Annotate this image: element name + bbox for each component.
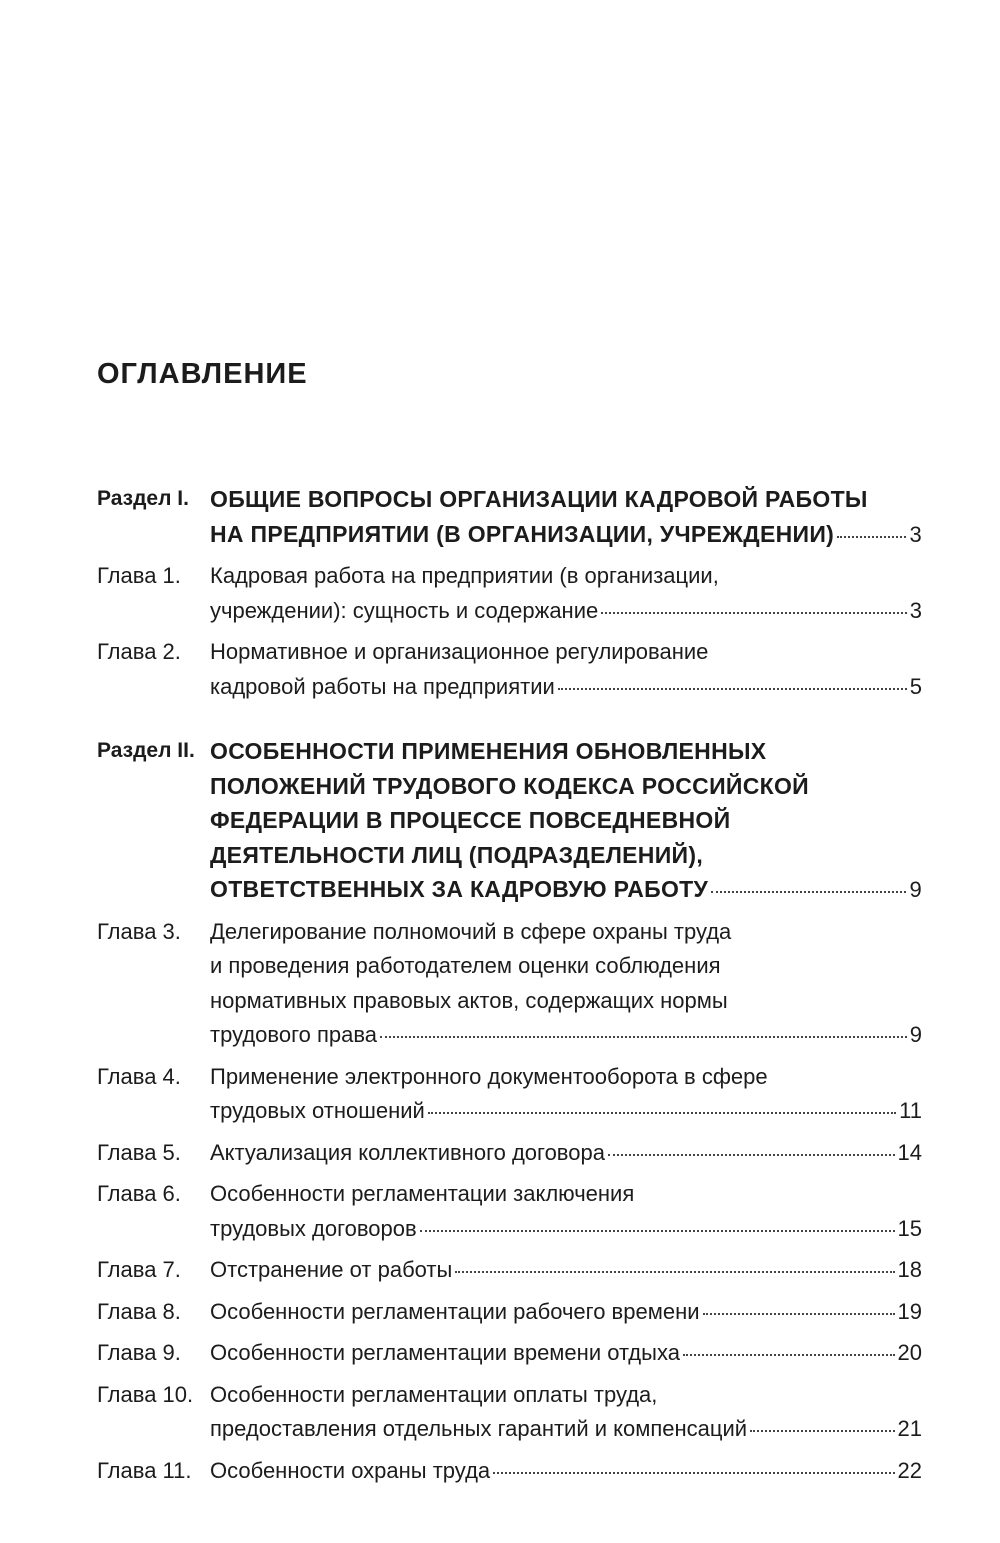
entry-title-line: Особенности охраны труда (210, 1457, 491, 1483)
entry-title-line: ДЕЯТЕЛЬНОСТИ ЛИЦ (ПОДРАЗДЕЛЕНИЙ), (210, 841, 704, 868)
page-number: 18 (897, 1257, 922, 1282)
dot-leader (493, 1472, 894, 1474)
toc-chapter-entry (97, 1336, 922, 1371)
entry-title-line: НА ПРЕДПРИЯТИИ (В ОРГАНИЗАЦИИ, УЧРЕЖДЕНИИ) (210, 520, 835, 547)
entry-title-line: трудовых договоров (210, 1215, 417, 1241)
toc-section-entry (97, 482, 922, 552)
entry-title-line: ПОЛОЖЕНИЙ ТРУДОВОГО КОДЕКСА РОССИЙСКОЙ (210, 772, 810, 799)
entry-title-line: ОСОБЕННОСТИ ПРИМЕНЕНИЯ ОБНОВЛЕННЫХ (210, 738, 767, 764)
page-number: 9 (909, 1022, 922, 1047)
entry-title-line: Отстранение от работы (210, 1257, 453, 1282)
toc-chapter-entry (97, 1060, 922, 1129)
page-number: 21 (897, 1416, 922, 1441)
page-number: 5 (909, 673, 922, 699)
entry-label: Глава 6. (97, 1181, 181, 1206)
entry-label: Глава 11. (97, 1457, 192, 1483)
page-number: 19 (897, 1298, 922, 1324)
page-number: 11 (899, 1098, 922, 1123)
dot-leader (455, 1271, 894, 1273)
toc-chapter-entry (97, 635, 922, 704)
entry-label: Глава 5. (97, 1139, 181, 1165)
entry-label: Раздел I. (97, 487, 189, 510)
entry-label: Глава 2. (97, 639, 181, 664)
entry-label: Глава 9. (97, 1340, 181, 1365)
dot-leader (837, 536, 906, 538)
entry-title-line: и проведения работодателем оценки соблюдения (210, 953, 721, 978)
entry-label: Глава 1. (97, 563, 181, 588)
entry-title-line: нормативных правовых актов, содержащих нормы (210, 987, 728, 1013)
entry-title-line: ФЕДЕРАЦИИ В ПРОЦЕССЕ ПОВСЕДНЕВНОЙ (210, 807, 731, 833)
dot-leader (601, 612, 907, 614)
entry-label: Глава 10. (97, 1381, 194, 1407)
entry-title-line: Особенности регламентации заключения (210, 1181, 635, 1206)
dot-leader (428, 1112, 896, 1114)
toc-chapter-entry (97, 1454, 922, 1489)
entry-label: Глава 8. (97, 1298, 181, 1324)
dot-leader (703, 1313, 895, 1315)
page-number: 20 (897, 1340, 922, 1365)
entry-title-line: Кадровая работа на предприятии (в организации, (210, 563, 719, 588)
entry-title-line: ОТВЕТСТВЕННЫХ ЗА КАДРОВУЮ РАБОТУ (210, 876, 709, 902)
entry-label: Глава 3. (97, 918, 181, 944)
entry-title-line: ОБЩИЕ ВОПРОСЫ ОРГАНИЗАЦИИ КАДРОВОЙ РАБОТЫ (210, 486, 868, 512)
page-number: 14 (897, 1139, 922, 1165)
dot-leader (683, 1354, 895, 1356)
entry-title-line: Особенности регламентации оплаты труда, (210, 1381, 658, 1407)
toc-chapter-entry (97, 1136, 922, 1171)
page-number: 3 (909, 597, 922, 623)
entry-title-line: Нормативное и организационное регулирование (210, 639, 709, 664)
dot-leader (608, 1154, 895, 1156)
dot-leader (420, 1230, 895, 1232)
entry-title-line: Применение электронного документооборота в сфере (210, 1063, 768, 1089)
dot-leader (711, 891, 906, 893)
toc-chapter-entry (97, 1295, 922, 1330)
page-number: 3 (909, 521, 922, 547)
entry-title-line: предоставления отдельных гарантий и компенсаций (210, 1416, 748, 1441)
entry-title-line: Актуализация коллективного договора (210, 1139, 605, 1165)
toc-chapter-entry (97, 1378, 922, 1447)
entry-title-line: Особенности регламентации рабочего времени (210, 1298, 700, 1324)
page-title: ОГЛАВЛЕНИЕ (97, 358, 308, 390)
entry-title-line: Особенности регламентации времени отдыха (210, 1340, 680, 1365)
dot-leader (750, 1430, 894, 1432)
page-number: 22 (897, 1457, 922, 1483)
entry-label: Глава 4. (97, 1063, 181, 1089)
entry-title-line: учреждении): сущность и содержание (210, 597, 599, 623)
table-of-contents (97, 482, 922, 1495)
toc-chapter-entry (97, 1177, 922, 1246)
dot-leader (558, 688, 907, 690)
toc-chapter-entry (97, 915, 922, 1053)
entry-label: Глава 7. (97, 1257, 181, 1282)
entry-title-line: кадровой работы на предприятии (210, 673, 555, 699)
dot-leader (380, 1036, 907, 1038)
toc-section-entry (97, 734, 922, 908)
entry-title-line: трудовых отношений (210, 1098, 425, 1123)
entry-title-line: трудового права (210, 1022, 378, 1047)
entry-label: Раздел II. (97, 739, 195, 762)
toc-chapter-entry (97, 1253, 922, 1288)
entry-title-line: Делегирование полномочий в сфере охраны труда (210, 918, 732, 944)
page-number: 15 (897, 1215, 922, 1241)
toc-chapter-entry (97, 559, 922, 628)
page-number: 9 (909, 877, 922, 902)
